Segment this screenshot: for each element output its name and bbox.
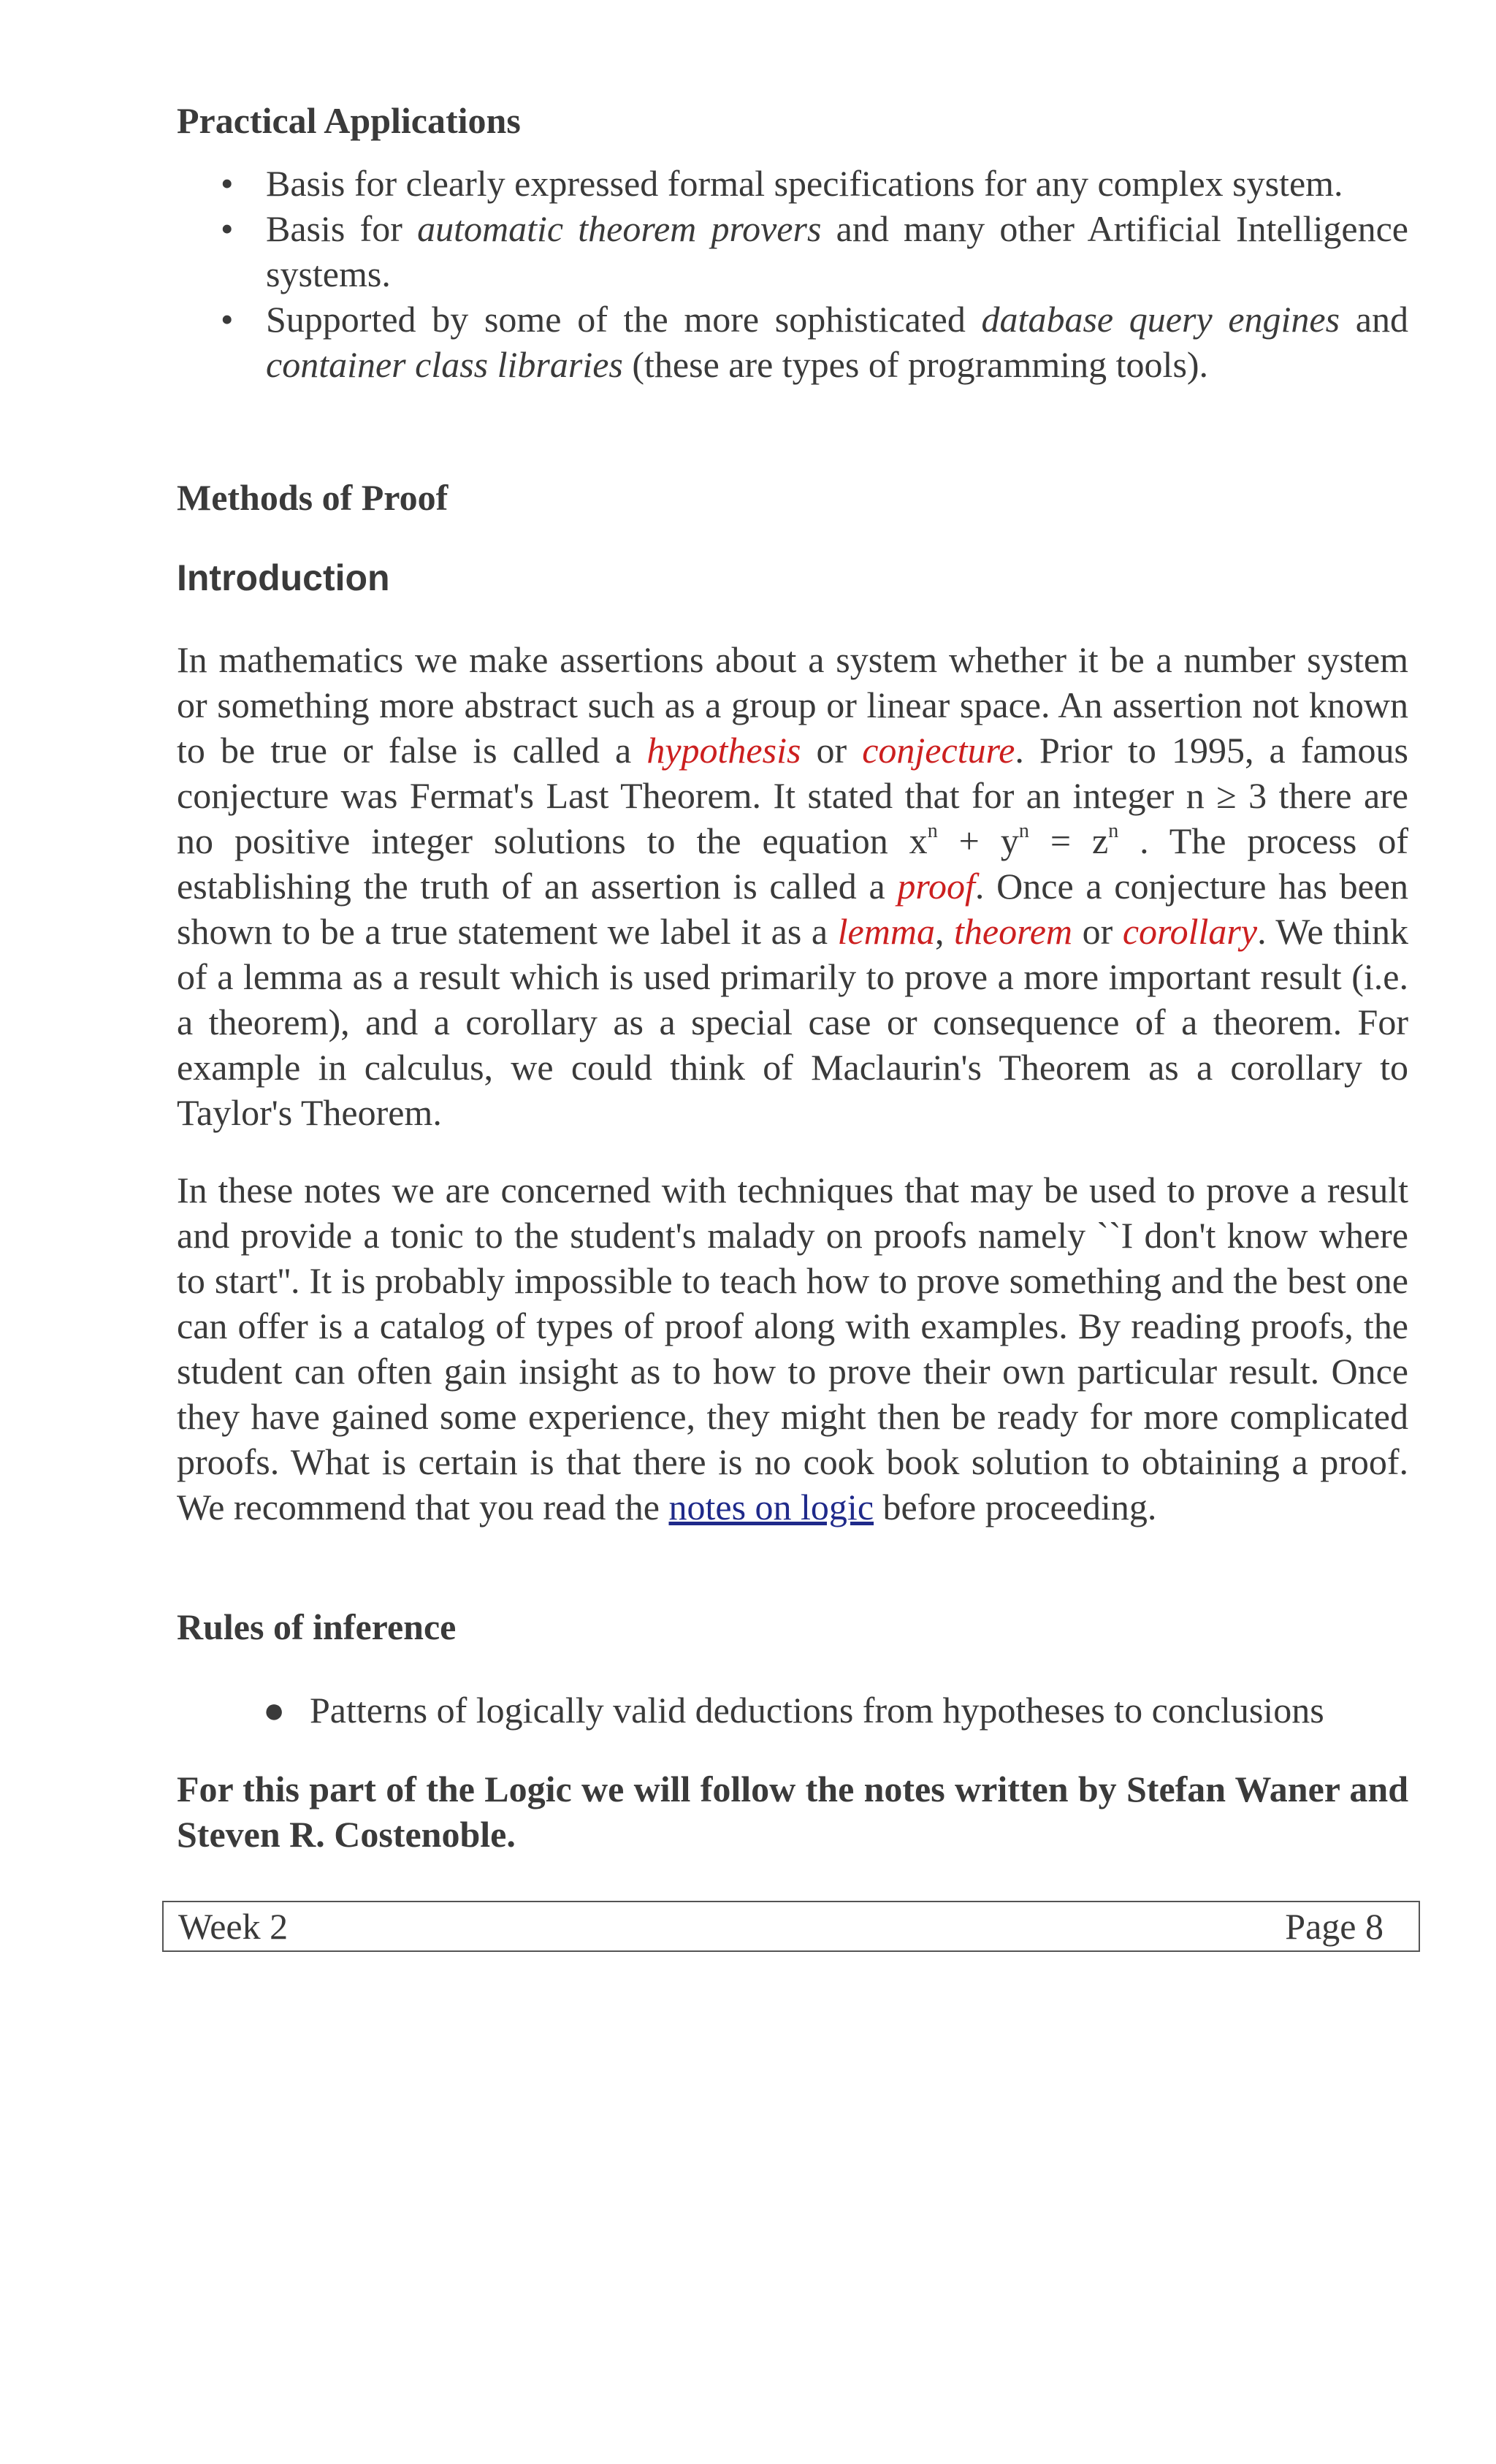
footer-page-number: Page 8 bbox=[1285, 1906, 1384, 1947]
list-item: • Basis for automatic theorem provers and many other Artificial Intelligence systems. bbox=[177, 206, 1408, 297]
introduction-heading: Introduction bbox=[177, 557, 390, 598]
list-item: ● Patterns of logically valid deductions from hypotheses to conclusions bbox=[177, 1687, 1408, 1733]
page-footer bbox=[162, 1901, 1420, 1952]
methods-of-proof-heading: Methods of Proof bbox=[177, 477, 449, 518]
bullet-icon: • bbox=[221, 163, 234, 204]
rules-of-inference-heading: Rules of inference bbox=[177, 1606, 457, 1647]
introduction-paragraph: In mathematics we make assertions about a system whether it be a number system or something more abstract such as a group or linear space. An assertion not known to be true or false is called a hypothesis or conjecture. Prior to 1995, a famous conjecture was Fermat's Last Theorem. It stated that for an integer n ≥ 3 there are no positive integer solutions to the equation $x^n + y^n = z^n$ . The process of establishing the truth of an assertion is called a proof. Once a conjecture has been shown to be a true statement we label it as a lemma, theorem or corollary. We think of a lemma as a result which is used primarily to prove a more important result (i.e. a theorem), and a corollary as a special case or consequence of a theorem. For example in calculus, we could think of Maclaurin's Theorem as a corollary to Taylor's Theorem. bbox=[177, 639, 1409, 1133]
emphasis: database query engines bbox=[981, 299, 1340, 340]
list-item: • Basis for clearly expressed formal specifications for any complex system. bbox=[177, 161, 1408, 206]
bullet-icon: ● bbox=[263, 1690, 286, 1731]
footer-week: Week 2 bbox=[178, 1906, 289, 1947]
practical-applications-list bbox=[177, 161, 1408, 387]
practical-applications-heading: Practical Applications bbox=[177, 100, 521, 141]
bullet-icon: • bbox=[221, 208, 234, 249]
emphasis: container class libraries bbox=[266, 344, 623, 385]
notes-on-logic-link[interactable]: notes on logic bbox=[668, 1487, 874, 1527]
term-corollary: corollary bbox=[1122, 911, 1258, 952]
emphasis: automatic theorem provers bbox=[417, 208, 822, 249]
term-theorem: theorem bbox=[954, 911, 1073, 952]
closing-note: For this part of the Logic we will follow the notes written by Stefan Waner and Steven R. Costenoble. bbox=[177, 1769, 1408, 1855]
bullet-icon: • bbox=[221, 299, 234, 340]
term-lemma: lemma bbox=[837, 911, 935, 952]
rules-list bbox=[177, 1687, 1408, 1733]
techniques-paragraph: In these notes we are concerned with techniques that may be used to prove a result and provide a tonic to the student's malady on proofs namely ``I don't know where to start''. It is probably impossible to teach how to prove something and the best one can offer is a catalog of types of proof along with examples. By reading proofs, the student can often gain insight as to how to prove their own particular result. Once they have gained some experience, they might then be ready for more complicated proofs. What is certain is that there is no cook book solution to obtaining a proof. We recommend that you read the notes on logic before proceeding. bbox=[177, 1170, 1408, 1527]
list-item: • Supported by some of the more sophisticated database query engines and container class libraries (these are types of programming tools). bbox=[177, 297, 1408, 387]
term-proof: proof bbox=[897, 866, 975, 907]
term-conjecture: conjecture bbox=[862, 730, 1015, 771]
term-hypothesis: hypothesis bbox=[646, 730, 801, 771]
